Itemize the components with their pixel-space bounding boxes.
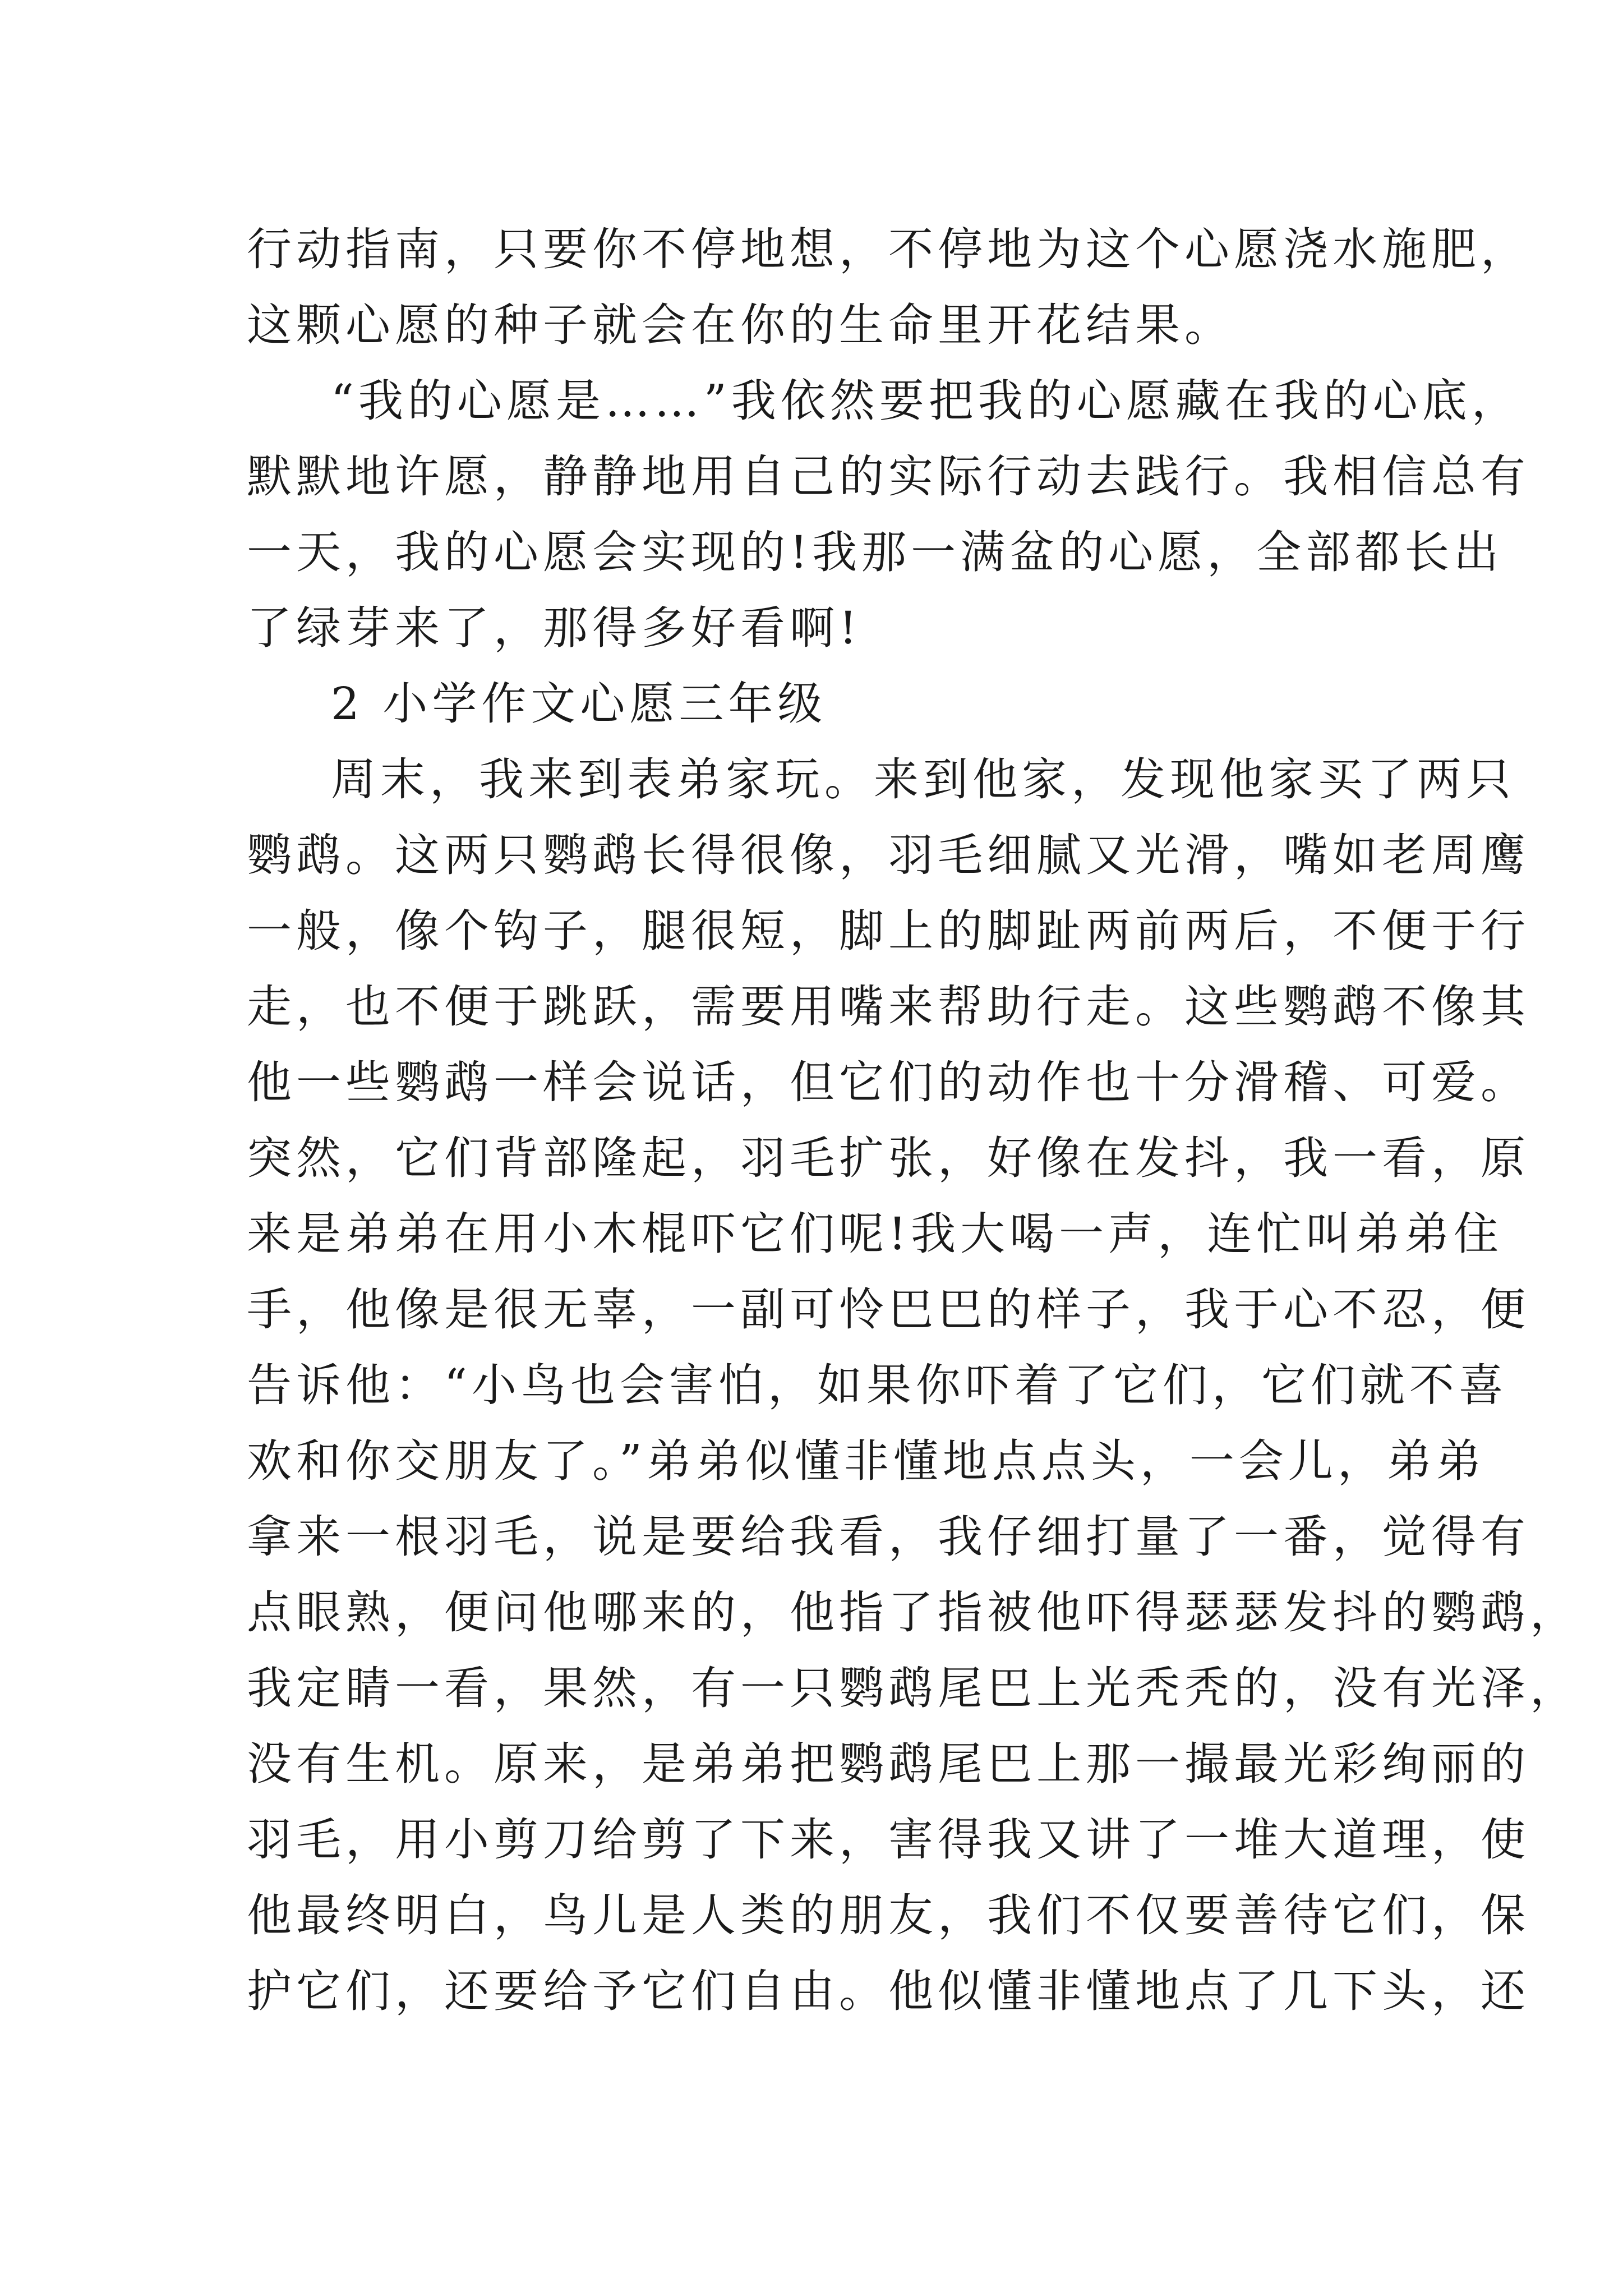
- text-line: 欢和你交朋友了。”弟弟似懂非懂地点点头，一会儿，弟弟: [247, 1435, 1486, 1487]
- text-line: 了绿芽来了，那得多好看啊!: [247, 602, 862, 654]
- text-line: 走，也不便于跳跃，需要用嘴来帮助行走。这些鹦鹉不像其: [247, 981, 1530, 1033]
- text-line: 告诉他：“小鸟也会害怕，如果你吓着了它们，它们就不喜: [247, 1359, 1508, 1411]
- text-line: 护它们，还要给予它们自由。他似懂非懂地点了几下头，还: [247, 1965, 1530, 2017]
- text-line: 一天，我的心愿会实现的!我那一满盆的心愿，全部都长出: [247, 526, 1504, 578]
- text-line: 他最终明白，鸟儿是人类的朋友，我们不仅要善待它们，保: [247, 1889, 1530, 1941]
- text-line: 默默地许愿，静静地用自己的实际行动去践行。我相信总有: [247, 450, 1530, 503]
- text-line: 我定睛一看，果然，有一只鹦鹉尾巴上光秃秃的，没有光泽，: [247, 1662, 1579, 1714]
- text-line: 一般，像个钩子，腿很短，脚上的脚趾两前两后，不便于行: [247, 905, 1530, 957]
- text-line: 手，他像是很无辜，一副可怜巴巴的样子，我于心不忍，便: [247, 1283, 1530, 1336]
- text-line: 没有生机。原来，是弟弟把鹦鹉尾巴上那一撮最光彩绚丽的: [247, 1738, 1530, 1790]
- section-heading: 2 小学作文心愿三年级: [331, 678, 827, 730]
- text-line: 他一些鹦鹉一样会说话，但它们的动作也十分滑稽、可爱。: [247, 1056, 1530, 1108]
- text-line: 拿来一根羽毛，说是要给我看，我仔细打量了一番，觉得有: [247, 1511, 1530, 1563]
- text-line: 行动指南，只要你不停地想，不停地为这个心愿浇水施肥，: [247, 223, 1530, 275]
- text-line: 点眼熟，便问他哪来的，他指了指被他吓得瑟瑟发抖的鹦鹉，: [247, 1586, 1579, 1639]
- text-line: 羽毛，用小剪刀给剪了下来，害得我又讲了一堆大道理，使: [247, 1814, 1530, 1866]
- text-line: “我的心愿是……”我依然要把我的心愿藏在我的心底，: [331, 375, 1521, 427]
- text-line: 突然，它们背部隆起，羽毛扩张，好像在发抖，我一看，原: [247, 1132, 1530, 1184]
- text-line: 鹦鹉。这两只鹦鹉长得很像，羽毛细腻又光滑，嘴如老周鹰: [247, 829, 1530, 881]
- text-line: 这颗心愿的种子就会在你的生命里开花结果。: [247, 299, 1234, 351]
- text-line: 周末，我来到表弟家玩。来到他家，发现他家买了两只: [331, 753, 1515, 806]
- text-line: 来是弟弟在用小木棍吓它们呢!我大喝一声，连忙叫弟弟住: [247, 1208, 1504, 1260]
